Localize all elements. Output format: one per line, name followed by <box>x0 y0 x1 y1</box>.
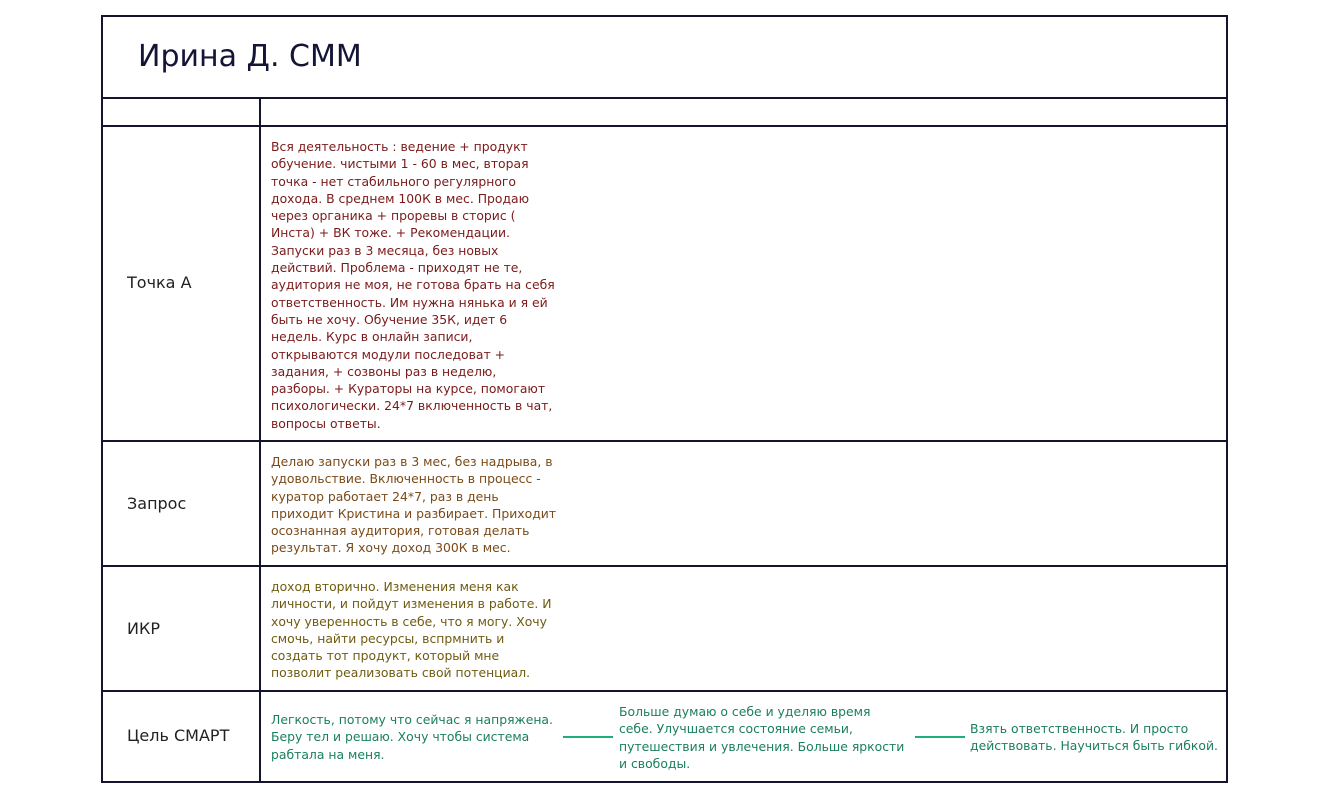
text-line: открываются модули последоват + <box>271 346 506 362</box>
text-line: недель. Курс в онлайн записи, <box>271 329 473 345</box>
text-line: аудитория не моя, не готова брать на себя <box>271 277 555 293</box>
text-line: Инста) + ВК тоже. + Рекомендации. <box>271 225 510 241</box>
text-line: приходит Кристина и разбирает. Приходит <box>271 505 557 521</box>
title-row <box>103 17 1226 99</box>
text-line: обучение. чистыми 1 - 60 в мес, вторая <box>271 156 529 172</box>
text-line: дохода. В среднем 100К в мес. Продаю <box>271 190 530 206</box>
smart-step-3-text <box>970 720 1218 755</box>
text-line: задания, + созвоны раз в неделю, <box>271 363 497 379</box>
text-line: ответственность. Им нужна нянька и я ей <box>271 294 548 310</box>
smart-step-1-text <box>271 711 553 763</box>
text-line: удовольствие. Включенность в процесс - <box>271 471 541 487</box>
text-line: и свободы. <box>619 755 691 771</box>
divider-zapros <box>103 565 1226 567</box>
text-line: разборы. + Кураторы на курсе, помогают <box>271 381 546 397</box>
cell-zapros-text <box>271 453 556 557</box>
text-line: Легкость, потому что сейчас я напряжена. <box>271 712 553 727</box>
text-line: Беру тел и решаю. Хочу чтобы система <box>271 729 530 745</box>
text-line: психологически. 24*7 включенность в чат, <box>271 398 553 414</box>
cell-ikr-text <box>271 578 552 682</box>
row-label-tochka-a: Точка А <box>127 273 192 292</box>
text-line: личности, и пойдут изменения в работе. И <box>271 596 552 612</box>
text-line: доход вторично. Изменения меня как <box>271 579 519 594</box>
text-line: смочь, найти ресурсы, вспрмнить и <box>271 630 505 646</box>
page-title: Ирина Д. СММ <box>138 39 362 74</box>
text-line: быть не хочу. Обучение 35К, идет 6 <box>271 311 508 327</box>
text-line: рабтала на меня. <box>271 746 385 762</box>
text-line: позволит реализовать свой потенциал. <box>271 665 531 681</box>
row-label-zapros: Запрос <box>127 494 187 513</box>
text-line: вопросы ответы. <box>271 415 381 431</box>
text-line: путешествия и увлечения. Больше яркости <box>619 738 905 754</box>
text-line: действовать. Научиться быть гибкой. <box>970 738 1218 754</box>
text-line: Больше думаю о себе и уделяю время <box>619 704 871 719</box>
text-line: через органика + проревы в сторис ( <box>271 208 516 224</box>
divider-header <box>103 125 1226 127</box>
text-line: результат. Я хочу доход 300К в мес. <box>271 540 511 556</box>
row-label-ikr: ИКР <box>127 619 160 638</box>
text-line: Взять ответственность. И просто <box>970 721 1189 736</box>
text-line: Делаю запуски раз в 3 мес, без надрыва, в <box>271 454 553 469</box>
divider-ikr <box>103 690 1226 692</box>
text-line: себе. Улучшается состояние семьи, <box>619 721 853 737</box>
text-line: хочу уверенность в себе, что я могу. Хочу <box>271 613 547 629</box>
text-line: Запуски раз в 3 месяца, без новых <box>271 242 499 258</box>
smart-step-2-text <box>619 703 904 772</box>
connector-line-1 <box>563 736 613 738</box>
divider-tochka-a <box>103 440 1226 442</box>
text-line: точка - нет стабильного регулярного <box>271 173 517 189</box>
text-line: осознанная аудитория, готовая делать <box>271 523 530 539</box>
row-label-smart-goal: Цель СМАРТ <box>127 726 230 745</box>
connector-line-2 <box>915 736 965 738</box>
text-line: создать тот продукт, который мне <box>271 648 500 664</box>
column-divider <box>259 97 261 781</box>
smart-goal-board <box>101 15 1228 783</box>
text-line: действий. Проблема - приходят не те, <box>271 260 523 276</box>
cell-tochka-a-text <box>271 138 555 432</box>
text-line: Вся деятельность : ведение + продукт <box>271 139 528 154</box>
text-line: куратор работает 24*7, раз в день <box>271 488 499 504</box>
